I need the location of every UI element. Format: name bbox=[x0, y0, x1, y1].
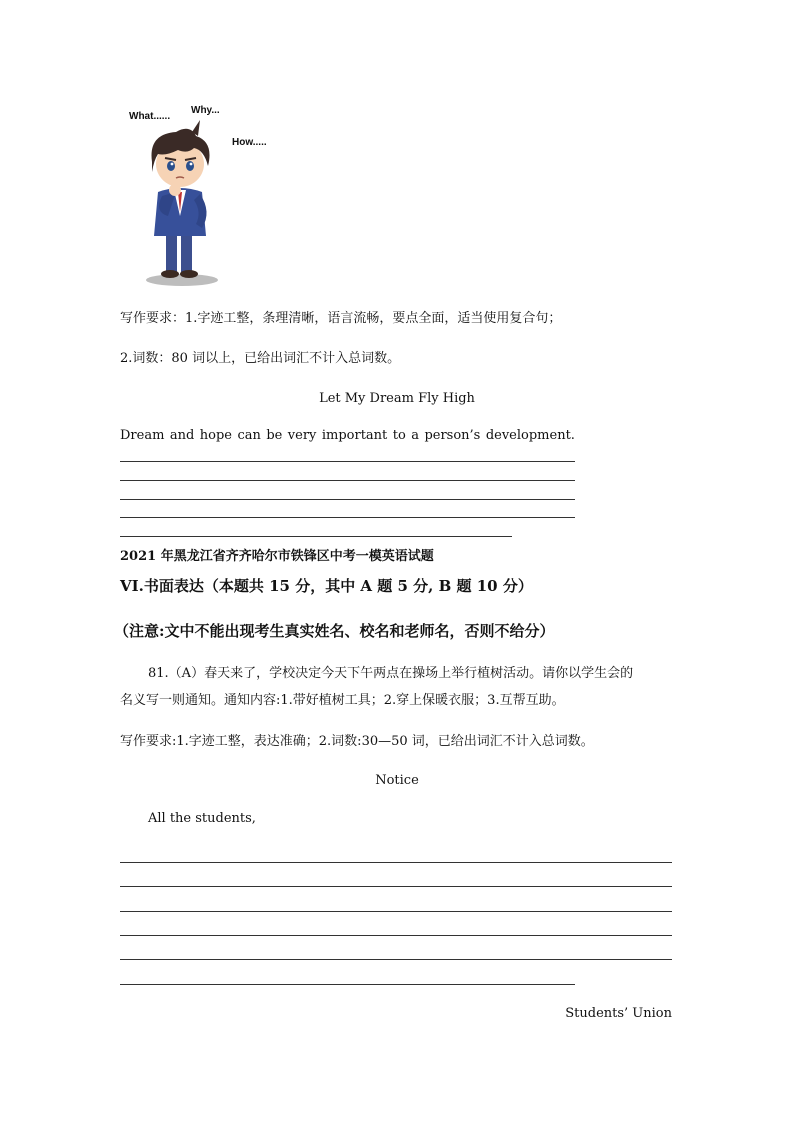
bubble-how: How..... bbox=[232, 137, 267, 148]
answer-line bbox=[120, 886, 672, 887]
notice-signature: Students’ Union bbox=[565, 1006, 672, 1021]
thinking-boy-illustration bbox=[118, 100, 278, 290]
opening-word: important bbox=[321, 428, 388, 443]
exam-note: （注意:文中不能出现考生真实姓名、校名和老师名，否则不给分） bbox=[114, 622, 555, 640]
exam-heading: 2021 年黑龙江省齐齐哈尔市铁锋区中考一模英语试题 bbox=[120, 549, 434, 564]
answer-line bbox=[120, 536, 512, 537]
opening-word: and bbox=[169, 428, 195, 443]
essay-opening-sentence bbox=[120, 427, 575, 445]
section-title: VI.书面表达（本题共 15 分，其中 A 题 5 分, B 题 10 分） bbox=[120, 577, 533, 595]
bubble-why: Why... bbox=[191, 105, 220, 116]
opening-word: can bbox=[237, 428, 261, 443]
opening-word: be bbox=[266, 428, 283, 443]
opening-word: Dream bbox=[120, 428, 165, 443]
answer-line bbox=[120, 480, 575, 481]
opening-word: person’s bbox=[424, 428, 481, 443]
opening-word: development. bbox=[485, 428, 575, 443]
answer-line bbox=[120, 862, 672, 863]
answer-line bbox=[120, 959, 672, 960]
answer-line bbox=[120, 499, 575, 500]
bubble-what: What...... bbox=[129, 111, 171, 122]
answer-line bbox=[120, 461, 575, 462]
notice-salutation: All the students, bbox=[148, 811, 256, 826]
answer-line bbox=[120, 517, 575, 518]
notice-title: Notice bbox=[375, 773, 419, 788]
answer-line bbox=[120, 935, 672, 936]
answer-line bbox=[120, 911, 672, 912]
boy-figure-icon bbox=[118, 120, 238, 290]
opening-word: very bbox=[287, 428, 317, 443]
opening-word: a bbox=[411, 428, 419, 443]
question-81-line-2: 名义写一则通知。通知内容:1.带好植树工具；2.穿上保暖衣服；3.互帮互助。 bbox=[120, 693, 565, 708]
opening-word: hope bbox=[199, 428, 232, 443]
answer-line bbox=[120, 984, 575, 985]
question-81-line-1: 81.（A）春天来了，学校决定今天下午两点在操场上举行植树活动。请你以学生会的 bbox=[148, 666, 634, 681]
writing-requirement-1: 写作要求：1.字迹工整，条理清晰，语言流畅，要点全面，适当使用复合句； bbox=[120, 311, 562, 326]
opening-word: to bbox=[392, 428, 406, 443]
question-81-requirement: 写作要求:1.字迹工整，表达准确；2.词数:30—50 词，已给出词汇不计入总词数。 bbox=[120, 734, 594, 749]
essay-title: Let My Dream Fly High bbox=[319, 391, 475, 406]
writing-requirement-2: 2.词数：80 词以上，已给出词汇不计入总词数。 bbox=[120, 351, 401, 366]
